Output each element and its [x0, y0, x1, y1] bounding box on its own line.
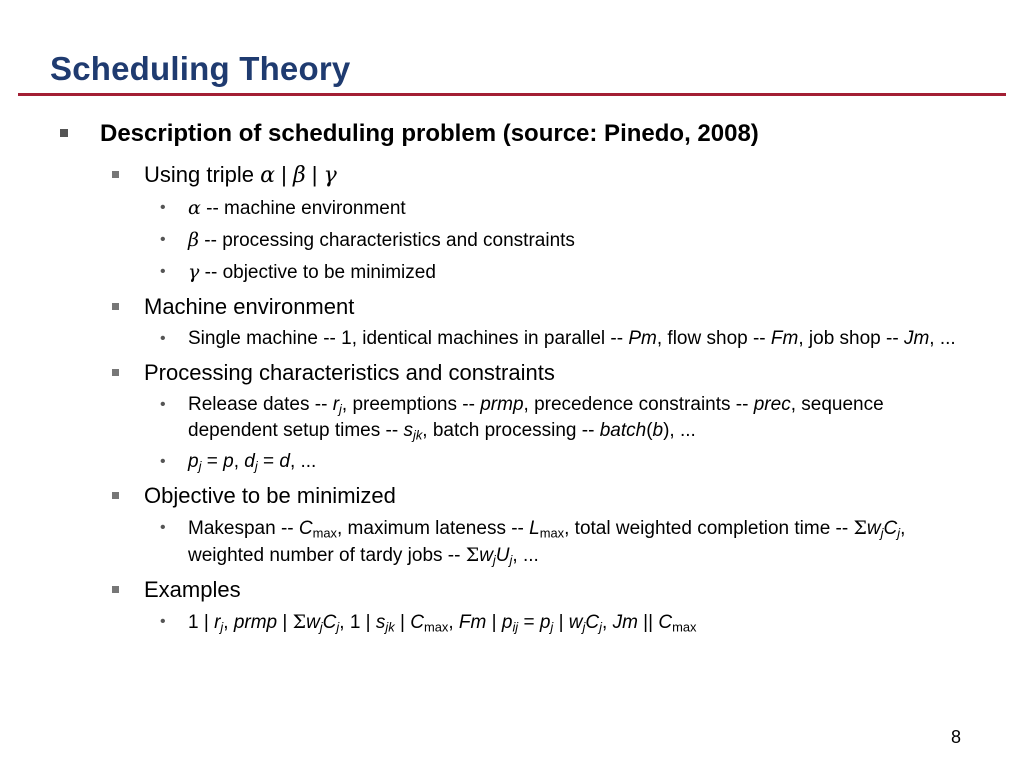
- page-number: 8: [951, 727, 962, 747]
- dot-bullet-icon: •: [160, 519, 166, 536]
- dot-bullet-icon: •: [160, 263, 166, 280]
- bullet-machine-details: • Single machine -- 1, identical machines in parallel -- Pm, flow shop -- Fm, job shop -- Jm, ...: [0, 326, 1024, 352]
- gamma-symbol: γ: [323, 163, 337, 188]
- slide-content: [0, 118, 1024, 636]
- square-bullet-icon: [112, 492, 119, 499]
- beta-symbol: β: [292, 163, 306, 188]
- dot-bullet-icon: •: [160, 330, 166, 347]
- bullet-gamma: • γ -- objective to be minimized: [160, 261, 436, 283]
- alpha-symbol: α: [260, 163, 276, 188]
- bullet-equal-times: • $p_j = p$, $d_j = d$, ...: [160, 451, 317, 474]
- bullet-examples: Examples: [0, 575, 1024, 604]
- sigma-symbol: Σ: [853, 517, 867, 539]
- dot-bullet-icon: •: [160, 231, 166, 248]
- square-bullet-icon: [112, 586, 119, 593]
- description-text: Description of scheduling problem (source: Pinedo, 2008): [100, 120, 759, 147]
- title-divider: [18, 93, 1006, 96]
- dot-bullet-icon: •: [160, 199, 166, 216]
- sigma-symbol: Σ: [292, 611, 307, 633]
- dot-bullet-icon: •: [160, 613, 166, 630]
- bullet-beta: • β -- processing characteristics and constraints: [160, 229, 575, 251]
- bullet-objective: Objective to be minimized: [0, 481, 1024, 510]
- sigma-symbol: Σ: [465, 544, 480, 566]
- dot-bullet-icon: •: [160, 396, 166, 413]
- bullet-example-notation: • 1 | $r_j$, prmp | $\Sigma w_jC_j$, 1 | $s_{jk}$ | $C_{max}$, Fm | $p_{ij} = p_j$ | $w_jC_j$, Jm || $C_{max}$: [160, 611, 697, 635]
- bullet-description: [0, 118, 1024, 150]
- bullet-objective-details: • Makespan -- $C_{max}$, maximum lateness -- $L_{max}$, total weighted completion time -- $\Sigma w_jC_j$, weighted number of tardy jobs -- $\Sigma w_jU_j$, ...: [160, 517, 906, 568]
- bullet-processing: Processing characteristics and constraints: [0, 358, 1024, 387]
- square-bullet-icon: [112, 369, 119, 376]
- square-bullet-icon: [112, 171, 119, 178]
- slide-title: Scheduling Theory: [50, 50, 351, 87]
- square-bullet-icon: [112, 303, 119, 310]
- bullet-machine-environment: Machine environment: [0, 292, 1024, 321]
- bullet-using-triple: Using triple α | β | γ: [0, 160, 1024, 190]
- bullet-alpha: • α -- machine environment: [160, 197, 406, 219]
- square-bullet-icon: [60, 129, 68, 137]
- dot-bullet-icon: •: [160, 453, 166, 470]
- bullet-processing-details: • Release dates -- $r_j$, preemptions -- prmp, precedence constraints -- prec, sequence dependent setup times -- $s_{jk}$, batch processing -- batch(b), ...: [160, 394, 884, 443]
